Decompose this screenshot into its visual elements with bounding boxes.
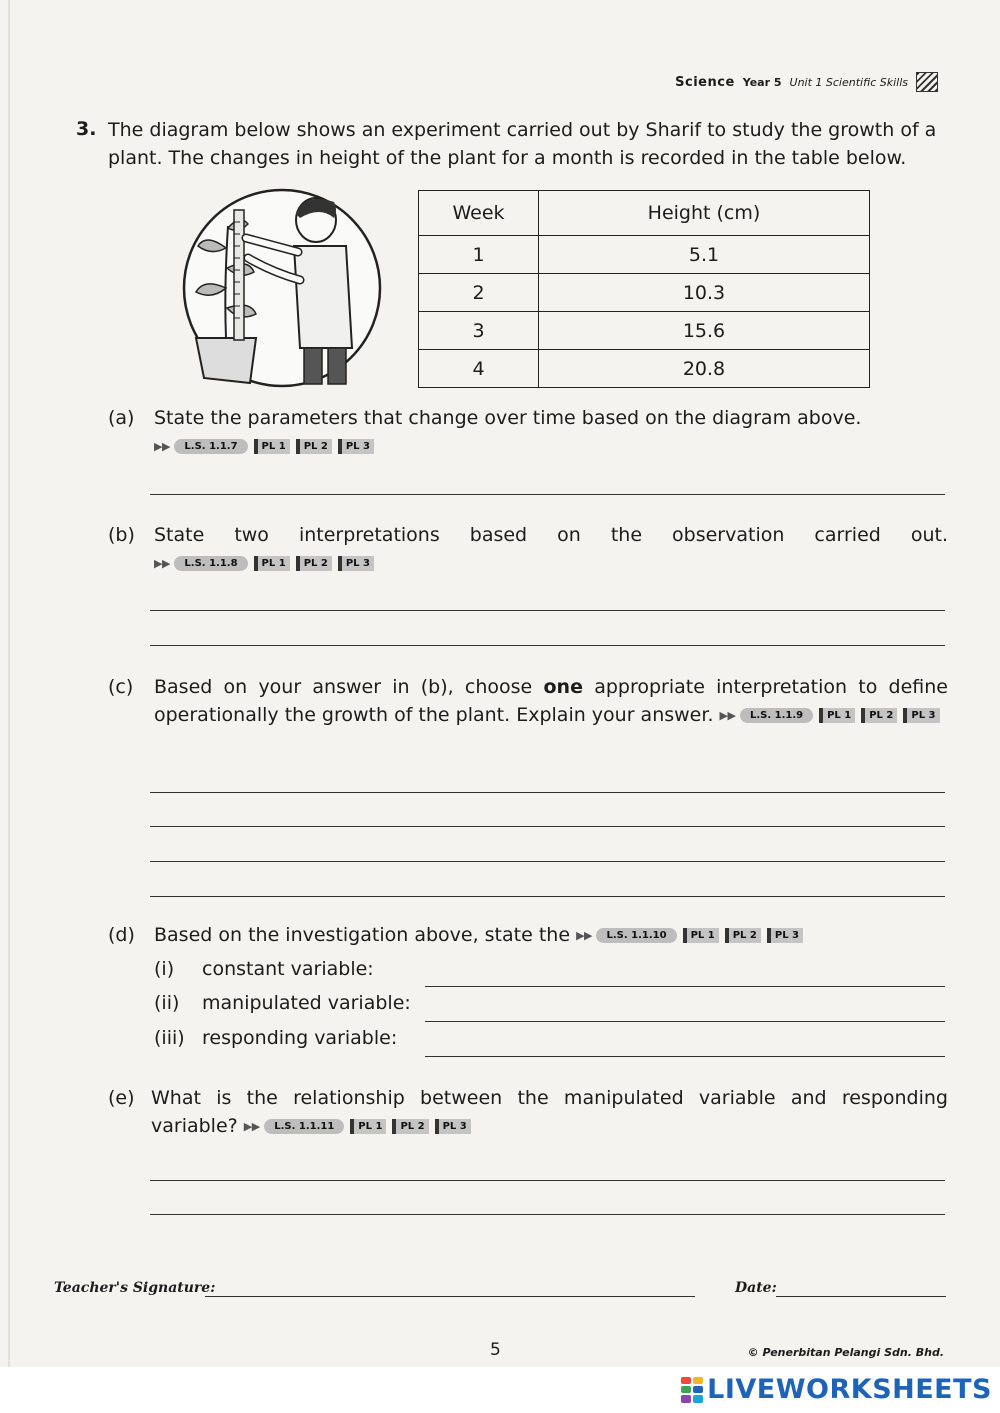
pl-tag: PL 1 [819,708,855,723]
pl-tag: PL 1 [683,928,719,943]
part-d [108,921,948,950]
arrow-icon: ▶ ▶ [154,439,169,453]
answer-line-c1[interactable] [150,792,945,793]
answer-line-c3[interactable] [150,861,945,862]
arrow-icon: ▶ ▶ [154,556,169,570]
part-b-tags [154,550,374,578]
arrow-icon: ▶ ▶ [576,928,591,942]
unit-icon [916,72,938,92]
page-header [675,72,938,92]
answer-line-b1[interactable] [150,610,945,611]
table-header-row [419,191,870,236]
ls-tag: L.S. 1.1.8 [174,556,247,571]
pl-tag: PL 1 [350,1119,386,1134]
header-subject: Science [675,74,735,90]
variable-label: responding variable: [202,1027,398,1049]
header-height: Height (cm) [539,191,870,236]
variable-item [154,992,411,1014]
part-c-label: (c) [108,676,134,698]
pl-tag: PL 3 [338,556,374,571]
date-label: Date: [735,1280,777,1296]
table-row [419,312,870,350]
variable-label: manipulated variable: [202,992,411,1014]
table-row [419,236,870,274]
part-a-text: State the parameters that change over time based on the diagram above. [154,407,862,429]
liveworksheets-brand[interactable] [681,1374,992,1405]
pl-tag: PL 3 [903,708,939,723]
pl-tag: PL 3 [435,1119,471,1134]
part-c-text-before: Based on your answer in (b), choose [154,676,533,698]
part-a [108,404,948,461]
part-d-label: (d) [108,924,135,946]
scan-edge [8,0,10,1413]
answer-line-e2[interactable] [150,1214,945,1215]
answer-line-e1[interactable] [150,1180,945,1181]
pl-tag: PL 2 [861,708,897,723]
answer-line-c4[interactable] [150,896,945,897]
header-week: Week [419,191,539,236]
week-cell: 1 [419,236,539,274]
part-e-text: What is the relationship between the manipulated variable and responding variable? [151,1087,948,1137]
pl-tag: PL 2 [296,439,332,454]
variable-num: (ii) [154,992,180,1014]
part-e [108,1084,948,1141]
header-year: Year 5 [742,75,782,89]
week-cell: 4 [419,350,539,388]
answer-line-constant[interactable] [425,986,945,987]
height-cell: 10.3 [539,274,870,312]
part-b-label: (b) [108,524,135,546]
variable-item [154,1027,397,1049]
week-cell: 2 [419,274,539,312]
answer-line-a1[interactable] [150,494,945,495]
height-cell: 20.8 [539,350,870,388]
plant-measuring-illustration [176,188,398,388]
answer-line-responding[interactable] [425,1056,945,1057]
part-e-tags [244,1113,471,1141]
part-c-emphasis: one [543,676,583,698]
liveworksheets-logo-icon [681,1377,703,1403]
variable-item [154,958,374,980]
pl-tag: PL 2 [296,556,332,571]
brand-text: LIVEWORKSHEETS [707,1374,992,1405]
pl-tag: PL 2 [392,1119,428,1134]
answer-line-manipulated[interactable] [425,1021,945,1022]
pl-tag: PL 1 [254,439,290,454]
part-c-tags [720,702,940,730]
height-cell: 5.1 [539,236,870,274]
question-number: 3. [76,118,97,140]
page-number: 5 [490,1340,501,1360]
part-b-text: State two interpretations based on the observation carried out. [154,524,948,546]
part-a-tags [154,433,374,461]
ls-tag: L.S. 1.1.11 [264,1119,344,1134]
ls-tag: L.S. 1.1.10 [596,928,676,943]
variable-num: (i) [154,958,175,980]
header-unit: Unit 1 Scientific Skills [789,75,908,89]
pl-tag: PL 1 [254,556,290,571]
part-d-text: Based on the investigation above, state the [154,924,571,946]
part-d-tags [576,922,803,950]
brand-footer [0,1367,1000,1413]
signature-label: Teacher's Signature: [54,1280,216,1296]
table-row [419,350,870,388]
part-c-text-after: appropriate interpretation to define operationally the growth of the plant. Explain your answer. [154,676,948,726]
ls-tag: L.S. 1.1.9 [740,708,813,723]
height-table [418,190,870,388]
table-row [419,274,870,312]
height-cell: 15.6 [539,312,870,350]
part-c [108,673,948,730]
week-cell: 3 [419,312,539,350]
publisher-credit: © Penerbitan Pelangi Sdn. Bhd. [747,1346,944,1359]
arrow-icon: ▶ ▶ [719,708,734,722]
arrow-icon: ▶ ▶ [243,1119,259,1133]
part-b [108,521,948,578]
pl-tag: PL 3 [767,928,803,943]
answer-line-b2[interactable] [150,645,945,646]
variable-num: (iii) [154,1027,185,1049]
pl-tag: PL 3 [338,439,374,454]
ls-tag: L.S. 1.1.7 [174,439,247,454]
signature-line[interactable] [205,1296,695,1297]
variable-label: constant variable: [202,958,374,980]
answer-line-c2[interactable] [150,826,945,827]
part-e-label: (e) [108,1087,135,1109]
pl-tag: PL 2 [725,928,761,943]
date-line[interactable] [776,1296,946,1297]
part-a-label: (a) [108,407,135,429]
question-text: The diagram below shows an experiment carried out by Sharif to study the growth of a plant. The changes in height of the plant for a month is recorded in the table below. [108,119,937,169]
